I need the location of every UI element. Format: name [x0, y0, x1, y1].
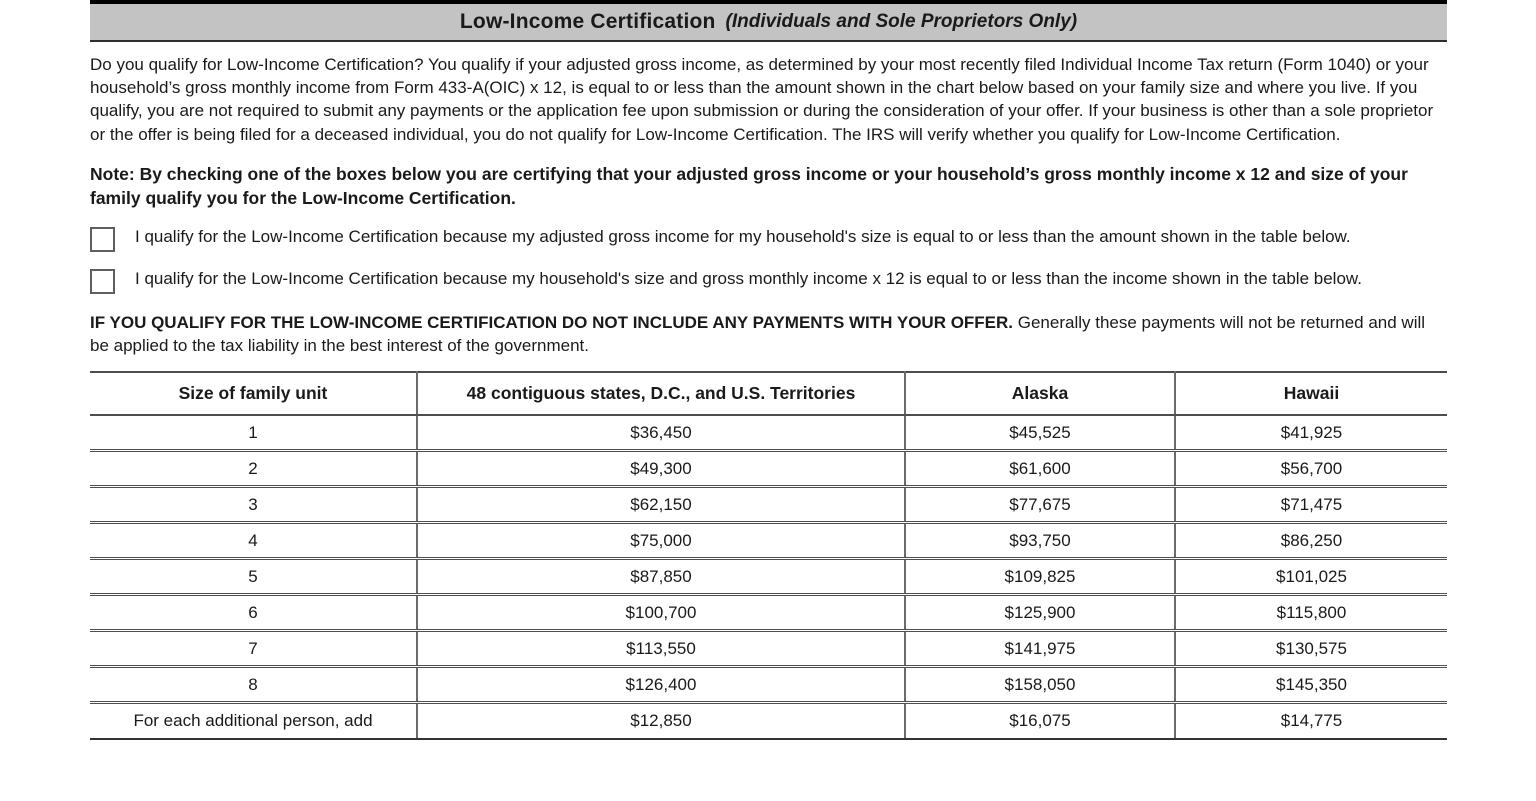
table-cell: $62,150: [417, 487, 905, 523]
table-cell: $93,750: [905, 523, 1175, 559]
agi-qualification-row: [90, 225, 1447, 252]
table-cell: $126,400: [417, 667, 905, 703]
certification-note-paragraph: Note: By checking one of the boxes below you are certifying that your adjusted gross income or your household’s gross monthly income x 12 and size of your family qualify you for the Low-Income Certification.: [90, 163, 1408, 208]
income-threshold-table: [90, 371, 1447, 740]
section-title-bar: [90, 0, 1447, 42]
table-cell: 2: [90, 451, 417, 487]
monthly-income-qualification-label: I qualify for the Low-Income Certification because my household's size and gross monthly income x 12 is equal to or less than the income shown in the table below.: [135, 268, 1362, 288]
no-payments-warning-rest: Generally these payments will not be returned and will be applied to the tax liability in the best interest of the government.: [90, 312, 1426, 356]
table-row: [90, 487, 1447, 523]
table-row: [90, 559, 1447, 595]
table-cell: $125,900: [905, 595, 1175, 631]
table-row: [90, 451, 1447, 487]
table-cell: $77,675: [905, 487, 1175, 523]
agi-qualification-checkbox[interactable]: [90, 227, 115, 252]
table-cell: $115,800: [1175, 595, 1447, 631]
income-table-body: [90, 415, 1447, 739]
qualification-intro-paragraph: Do you qualify for Low-Income Certification? You qualify if your adjusted gross income, as determined by your most recently filed Individual Income Tax return (Form 1040) or your household’s gross monthly income from Form 433-A(OIC) x 12, is equal to or less than the amount shown in the chart below based on your family size and where you live. If you qualify, you are not required to submit any payments or the application fee upon submission or during the consideration of your offer. If your business is other than a sole proprietor or the offer is being filed for a deceased individual, you do not qualify for Low-Income Certification. The IRS will verify whether you qualify for Low-Income Certification.: [90, 55, 1434, 144]
table-cell: 4: [90, 523, 417, 559]
table-cell: 1: [90, 415, 417, 451]
table-row: [90, 703, 1447, 739]
table-cell: $41,925: [1175, 415, 1447, 451]
section-subtitle: (Individuals and Sole Proprietors Only): [725, 11, 1078, 32]
table-cell: $36,450: [417, 415, 905, 451]
table-row: [90, 595, 1447, 631]
table-row: [90, 667, 1447, 703]
table-cell: $75,000: [417, 523, 905, 559]
table-cell: $113,550: [417, 631, 905, 667]
table-cell: $158,050: [905, 667, 1175, 703]
table-cell: $61,600: [905, 451, 1175, 487]
table-cell: 7: [90, 631, 417, 667]
table-cell: $100,700: [417, 595, 905, 631]
table-cell: $130,575: [1175, 631, 1447, 667]
table-row: [90, 631, 1447, 667]
monthly-income-qualification-row: [90, 267, 1447, 294]
table-cell: 6: [90, 595, 417, 631]
table-cell: $71,475: [1175, 487, 1447, 523]
table-cell: $12,850: [417, 703, 905, 739]
agi-qualification-label: I qualify for the Low-Income Certification because my adjusted gross income for my household's size is equal to or less than the amount shown in the table below.: [135, 226, 1351, 246]
table-cell: $56,700: [1175, 451, 1447, 487]
table-cell: 3: [90, 487, 417, 523]
table-row: [90, 523, 1447, 559]
table-cell: For each additional person, add: [90, 703, 417, 739]
table-row: [90, 415, 1447, 451]
table-cell: $109,825: [905, 559, 1175, 595]
table-cell: $86,250: [1175, 523, 1447, 559]
monthly-income-qualification-checkbox[interactable]: [90, 269, 115, 294]
table-header-cell: Alaska: [905, 372, 1175, 415]
table-cell: 8: [90, 667, 417, 703]
table-header-cell: Size of family unit: [90, 372, 417, 415]
table-cell: $101,025: [1175, 559, 1447, 595]
table-cell: $45,525: [905, 415, 1175, 451]
table-cell: $87,850: [417, 559, 905, 595]
table-cell: $145,350: [1175, 667, 1447, 703]
table-cell: 5: [90, 559, 417, 595]
table-header-cell: Hawaii: [1175, 372, 1447, 415]
table-header-row: [90, 372, 1447, 415]
table-cell: $141,975: [905, 631, 1175, 667]
section-title: Low-Income Certification: [459, 10, 716, 33]
table-cell: $14,775: [1175, 703, 1447, 739]
table-cell: $16,075: [905, 703, 1175, 739]
table-cell: $49,300: [417, 451, 905, 487]
no-payments-warning-paragraph: [90, 311, 1447, 358]
table-header-cell: 48 contiguous states, D.C., and U.S. Territories: [417, 372, 905, 415]
no-payments-warning-bold: IF YOU QUALIFY FOR THE LOW-INCOME CERTIFICATION DO NOT INCLUDE ANY PAYMENTS WITH YOUR OFFER.: [90, 312, 1014, 332]
